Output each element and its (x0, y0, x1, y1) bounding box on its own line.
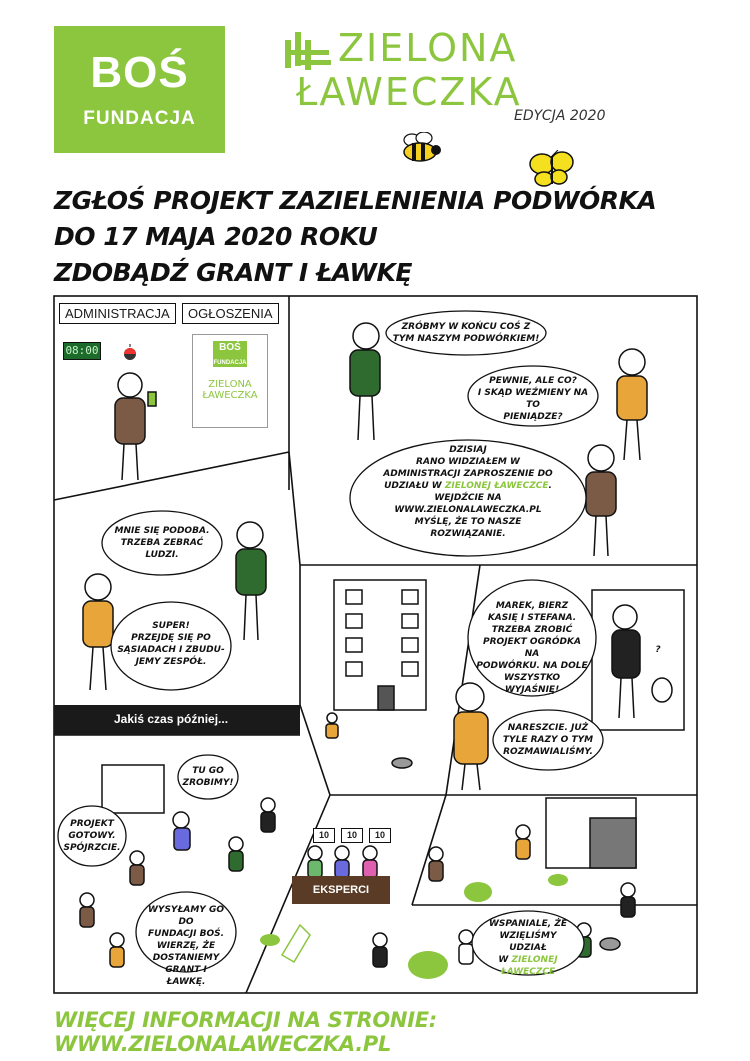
bubble-line: ZROBIMY! (182, 778, 234, 788)
speech-bubble-marek (476, 600, 588, 696)
bubble-line: TYM NASZYM PODWÓRKIEM! (392, 334, 540, 344)
bubble-line: TRZEBA ZROBIĆ (491, 625, 573, 635)
bubble-line: PODWÓRKU. NA DOLE (476, 661, 588, 671)
administration-sign: ADMINISTRACJA (59, 303, 176, 324)
score-card: 10 (341, 828, 363, 843)
experts-desk: EKSPERCI (292, 876, 390, 904)
speech-bubble-i-like-it (112, 525, 212, 561)
bubble-text-part: UDZIAŁU W (384, 481, 445, 491)
bubble-line: PRZEJDĘ SIĘ PO (131, 633, 211, 643)
speech-bubble-here (182, 765, 234, 789)
speech-bubble-send-to-bos (140, 904, 232, 988)
bubble-line: MYŚLĘ, ŻE TO NASZE (414, 517, 522, 527)
notices-sign: OGŁOSZENIA (182, 303, 279, 324)
footer-more-info[interactable]: WIĘCEJ INFORMACJI NA STRONIE: WWW.ZIELONALAWECZKA.PL (54, 1008, 437, 1056)
bubble-line: WYSYŁAMY GO DO (148, 905, 224, 927)
zielona-laweczka-highlight: ZIELONEJ ŁAWECZCE (444, 481, 549, 491)
bubble-line: PROJEKT (70, 819, 114, 829)
bubble-line: WEJDŹCIE NA (434, 493, 502, 503)
bubble-line: PIENIĄDZE? (503, 412, 563, 422)
speech-bubble-build-team (116, 620, 226, 668)
edition-label: EDYCJA 2020 (514, 108, 606, 124)
bubble-line: SUPER! (152, 621, 190, 631)
bos-logo-subtitle: FUNDACJA (83, 108, 196, 129)
bubble-line: SĄSIADACH I ZBUDU- (117, 645, 225, 655)
bubble-line: ŁAWKĘ. (166, 977, 206, 987)
bubble-line: WZIĘLIŚMY UDZIAŁ (499, 931, 557, 953)
bubble-line: JEMY ZESPÓŁ. (135, 657, 207, 667)
bubble-text-part: W (498, 955, 509, 965)
bubble-line: KASIĘ I STEFANA. (487, 613, 577, 623)
zielona-highlight: ZIELONEJ (511, 955, 558, 965)
speech-bubble-invitation (360, 444, 576, 540)
bubble-text-part: . (548, 481, 552, 491)
bos-logo-name: BOŚ (90, 48, 189, 97)
time-skip-caption (54, 705, 300, 735)
cat-question-mark: ? (655, 645, 661, 655)
bubble-line: TRZEBA ZEBRAĆ (120, 538, 204, 548)
speech-bubble-project-ready (60, 818, 124, 854)
bubble-line (360, 480, 576, 492)
score-card: 10 (369, 828, 391, 843)
bubble-line: ZRÓBMY W KOŃCU COŚ Z (401, 322, 531, 332)
headline-line-3: ZDOBĄDŹ GRANT I ŁAWKĘ (54, 258, 412, 287)
speech-bubble-where-money (472, 375, 594, 423)
bubble-line: ROZWIĄZANIE. (430, 529, 506, 539)
bubble-line: FUNDACJI BOŚ. (148, 929, 224, 939)
bubble-line: NARESZCIE. JUŻ (507, 723, 589, 733)
bubble-line: ROZMAWIALIŚMY. (503, 747, 593, 757)
poster-zl-line2: ŁAWECZKA (202, 390, 258, 401)
bubble-line (480, 954, 576, 966)
bubble-line: GOTOWY. (68, 831, 116, 841)
headline-line-1: ZGŁOŚ PROJEKT ZAZIELENIENIA PODWÓRKA (54, 186, 657, 215)
bubble-line: DZISIAJ (449, 445, 487, 455)
speech-bubble-lets-do-something (392, 321, 540, 345)
poster-zl-line1: ZIELONA (208, 379, 252, 390)
website-link-text: WWW.ZIELONALAWECZKA.PL (394, 505, 542, 515)
bubble-line: I SKĄD WEŹMIENY NA TO (477, 388, 589, 410)
bubble-line: WSZYSTKO WYJAŚNIĘ! (503, 673, 561, 695)
digital-clock: 08:00 (63, 342, 101, 360)
bubble-line: RANO WIDZIAŁEM W (416, 457, 520, 467)
laweczka-logo-word: ŁAWECZKA (296, 70, 522, 114)
bubble-line: ADMINISTRACJI ZAPROSZENIE DO (383, 469, 553, 479)
bubble-line: LUDZI. (145, 550, 179, 560)
score-card: 10 (313, 828, 335, 843)
bubble-line: MAREK, BIERZ (495, 601, 569, 611)
speech-bubble-great (480, 918, 576, 978)
bubble-line: SPÓJRZCIE. (63, 843, 121, 853)
time-skip-text: Jakiś czas później... (114, 712, 229, 726)
poster-fund-text: FUNDACJA (213, 360, 247, 366)
laweczka-highlight: ŁAWECZCE (500, 967, 556, 977)
bubble-line: DOSTANIEMY GRANT I (152, 953, 220, 975)
bubble-line: PEWNIE, ALE CO? (489, 376, 577, 386)
headline-line-2: DO 17 MAJA 2020 ROKU (54, 222, 378, 251)
bubble-line: WIERZĘ, ŻE (156, 941, 216, 951)
bubble-line: TYLE RAZY O TYM (502, 735, 594, 745)
bubble-line: MNIE SIĘ PODOBA. (114, 526, 210, 536)
speech-bubble-finally (500, 722, 596, 758)
bubble-line: WSPANIALE, ŻE (488, 919, 568, 929)
bubble-line: TU GO (192, 766, 224, 776)
poster-bos-text: BOŚ (219, 342, 241, 353)
bubble-line: PROJEKT OGRÓDKA NA (483, 637, 581, 659)
zielona-logo-word: ZIELONA (338, 26, 518, 70)
